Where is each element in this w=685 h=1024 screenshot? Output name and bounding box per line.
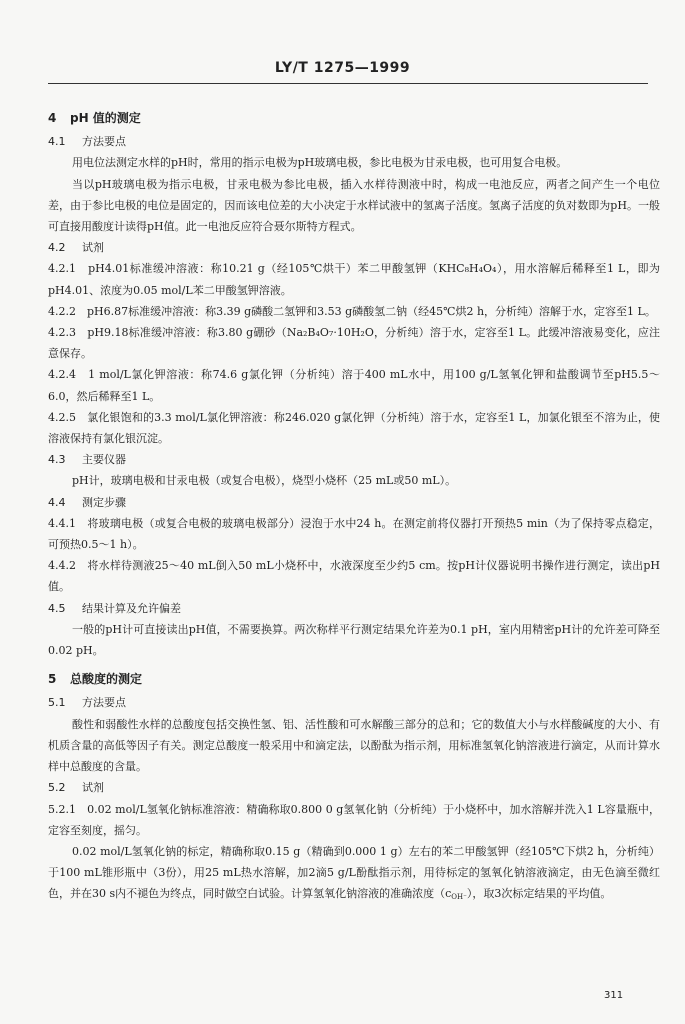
section-title: 试剂	[82, 781, 104, 795]
section-number: 4.5	[48, 601, 66, 615]
paragraph: 4.2.5 氯化银饱和的3.3 mol/L氯化钾溶液：称246.020 g氯化钾（分析纯）溶于水，定容至1 L，加氯化银至不溶为止，使溶液保持有氯化银沉淀。	[48, 410, 660, 446]
section-4-4-heading	[48, 492, 660, 513]
section-number: 4	[48, 111, 57, 125]
section-number: 4.3	[48, 453, 66, 467]
section-number: 5.1	[48, 696, 66, 710]
document-body	[48, 104, 660, 909]
page-header: LY/T 1275—1999	[274, 60, 411, 76]
section-4-3-heading	[48, 449, 660, 470]
section-number: 5.2	[48, 781, 66, 795]
section-title: 主要仪器	[82, 453, 126, 467]
section-4-5-heading	[48, 598, 660, 619]
paragraph: 5.2.1 0.02 mol/L氢氧化钠标准溶液：精确称取0.800 0 g氢氧化钠（分析纯）于小烧杯中，加水溶解并洗入1 L容量瓶中，定容至刻度，摇匀。	[48, 802, 660, 837]
section-title: pH 值的测定	[70, 111, 141, 125]
paragraph-text: 0.02 mol/L氢氧化钠的标定，精确称取0.15 g（精确到0.000 1 g）左右的苯二甲酸氢钾（经105℃下烘2 h，分析纯）于100 mL锥形瓶中（3份），用25 mL热水溶解，加2滴5 g/L酚酞指示剂，用待标定的氢氧化钠溶液滴定，由无色滴至微红色，并在30 s内不褪色为终点，同时做空白试验。计算氢氧化钠溶液的准确浓度（c	[48, 844, 660, 901]
page-number: 311	[604, 990, 624, 1001]
paragraph: 4.2.1 pH4.01标准缓冲溶液：称10.21 g（经105℃烘干）苯二甲酸氢钾（KHC₈H₄O₄），用水溶解后稀释至1 L，即为pH4.01、浓度为0.05 mol/L苯二甲酸氢钾溶液。	[48, 262, 660, 297]
section-number: 4.2	[48, 241, 66, 255]
section-title: 试剂	[82, 241, 104, 255]
paragraph: 4.2.4 1 mol/L氯化钾溶液：称74.6 g氯化钾（分析纯）溶于400 mL水中，用100 g/L氢氧化钾和盐酸调节至pH5.5～6.0，然后稀释至1 L。	[48, 368, 660, 403]
subscript: OH⁻	[451, 893, 467, 902]
paragraph	[48, 841, 660, 909]
paragraph-text: ），取3次标定结果的平均值。	[466, 887, 612, 901]
paragraph: pH计，玻璃电极和甘汞电极（或复合电极），烧型小烧杯（25 mL或50 mL）。	[72, 474, 457, 488]
section-5-heading	[48, 669, 660, 690]
paragraph: 酸性和弱酸性水样的总酸度包括交换性氢、铝、活性酸和可水解酸三部分的总和；它的数值大小与水样酸碱度的大小、有机质含量的高低等因子有关。测定总酸度一般采用中和滴定法，以酚酞为指示剂，用标准氢氧化钠溶液进行滴定，从而计算水样中总酸度的含量。	[48, 717, 660, 774]
paragraph: 4.4.2 将水样待测液25～40 mL倒入50 mL小烧杯中，水液深度至少约5 cm。按pH计仪器说明书操作进行测定，读出pH值。	[48, 559, 660, 594]
section-title: 方法要点	[82, 135, 126, 149]
paragraph: 当以pH玻璃电极为指示电极，甘汞电极为参比电极，插入水样待测液中时，构成一电池反应，两者之间产生一个电位差，由于参比电极的电位是固定的，因而该电位差的大小决定于水样试液中的氢离子活度。氢离子活度的负对数即为pH。一般可直接用酸度计读得pH值。此一电池反应符合聂尔斯特方程式。	[48, 177, 660, 234]
section-title: 方法要点	[82, 696, 126, 710]
section-4-heading	[48, 108, 660, 129]
paragraph: 用电位法测定水样的pH时，常用的指示电极为pH玻璃电极，参比电极为甘汞电极，也可用复合电极。	[72, 156, 568, 170]
header-rule	[48, 83, 648, 84]
paragraph: 4.4.1 将玻璃电极（或复合电极的玻璃电极部分）浸泡于水中24 h。在测定前将仪器打开预热5 min（为了保持零点稳定，可预热0.5～1 h）。	[48, 516, 660, 552]
paragraph: 4.2.3 pH9.18标准缓冲溶液：称3.80 g硼砂（Na₂B₄O₇·10H₂O，分析纯）溶于水，定容至1 L。此缓冲溶液易变化，应注意保存。	[48, 326, 660, 361]
paragraph: 一般的pH计可直接读出pH值，不需要换算。两次称样平行测定结果允许差为0.1 pH，室内用精密pH计的允许差可降至0.02 pH。	[48, 622, 660, 658]
paragraph: 4.2.2 pH6.87标准缓冲溶液：称3.39 g磷酸二氢钾和3.53 g磷酸氢二钠（经45℃烘2 h，分析纯）溶解于水，定容至1 L。	[48, 304, 656, 318]
section-4-2-heading	[48, 237, 660, 258]
section-4-1-heading	[48, 131, 660, 152]
section-title: 总酸度的测定	[70, 672, 143, 687]
section-number: 5	[48, 672, 57, 687]
section-number: 4.1	[48, 135, 66, 149]
section-number: 4.4	[48, 495, 66, 509]
section-5-1-heading	[48, 692, 660, 713]
section-title: 测定步骤	[82, 495, 126, 509]
section-title: 结果计算及允许偏差	[82, 601, 181, 615]
section-5-2-heading	[48, 777, 660, 798]
